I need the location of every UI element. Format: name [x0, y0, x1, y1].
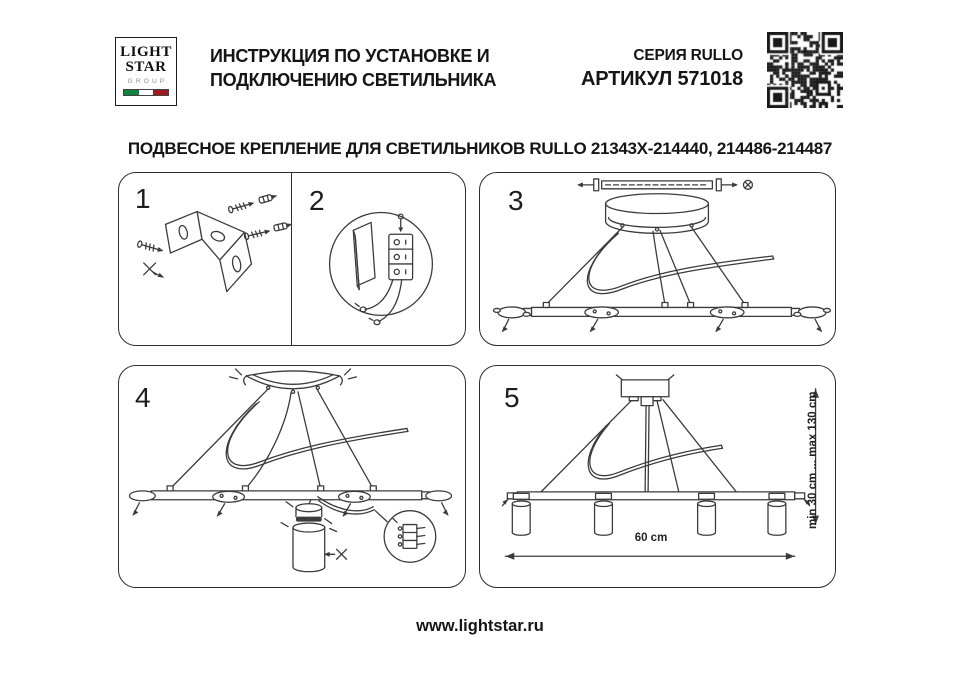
shade-attachment-illustration: [119, 366, 465, 587]
website-url: www.lightstar.ru: [416, 617, 544, 635]
width-dimension-label: 60 cm: [634, 532, 668, 544]
italian-flag-stripe: [123, 89, 169, 96]
bracket-and-wiring-illustration: [119, 173, 465, 345]
assembled-fixture-illustration: [480, 366, 835, 587]
panel-1-2: [118, 172, 466, 346]
height-dimension-label: min 30 cm ... max 130 cm: [807, 391, 819, 529]
canopy-suspension-illustration: [480, 173, 835, 345]
panel-4-number: 4: [135, 382, 151, 413]
panel-5-number: 5: [504, 382, 520, 413]
panel-2-number: 2: [309, 185, 325, 216]
panel-1-number: 1: [135, 183, 151, 214]
page-title: [210, 44, 496, 92]
panel-3-number: 3: [508, 185, 524, 216]
title-line-2: ПОДКЛЮЧЕНИЮ СВЕТИЛЬНИКА: [210, 70, 497, 90]
lightstar-logo: [115, 37, 177, 106]
article-label: АРТИКУЛ 571018: [580, 68, 743, 90]
panel-3: [479, 172, 836, 346]
series-block: [581, 47, 743, 91]
logo-text-star: STAR: [125, 59, 167, 75]
panel-5: [479, 365, 836, 588]
logo-text-group: GROUP: [127, 78, 168, 85]
subtitle: ПОДВЕСНОЕ КРЕПЛЕНИЕ ДЛЯ СВЕТИЛЬНИКОВ RULLO 21343X-214440, 214486-214487: [127, 139, 833, 158]
qr-code-icon: [767, 32, 843, 108]
panel-4: [118, 365, 466, 588]
logo-text-light: LIGHT: [120, 44, 172, 60]
series-label: СЕРИЯ RULLO: [633, 47, 743, 64]
title-line-1: ИНСТРУКЦИЯ ПО УСТАНОВКЕ И: [210, 46, 490, 66]
phillips-screw-icon: [144, 263, 165, 278]
